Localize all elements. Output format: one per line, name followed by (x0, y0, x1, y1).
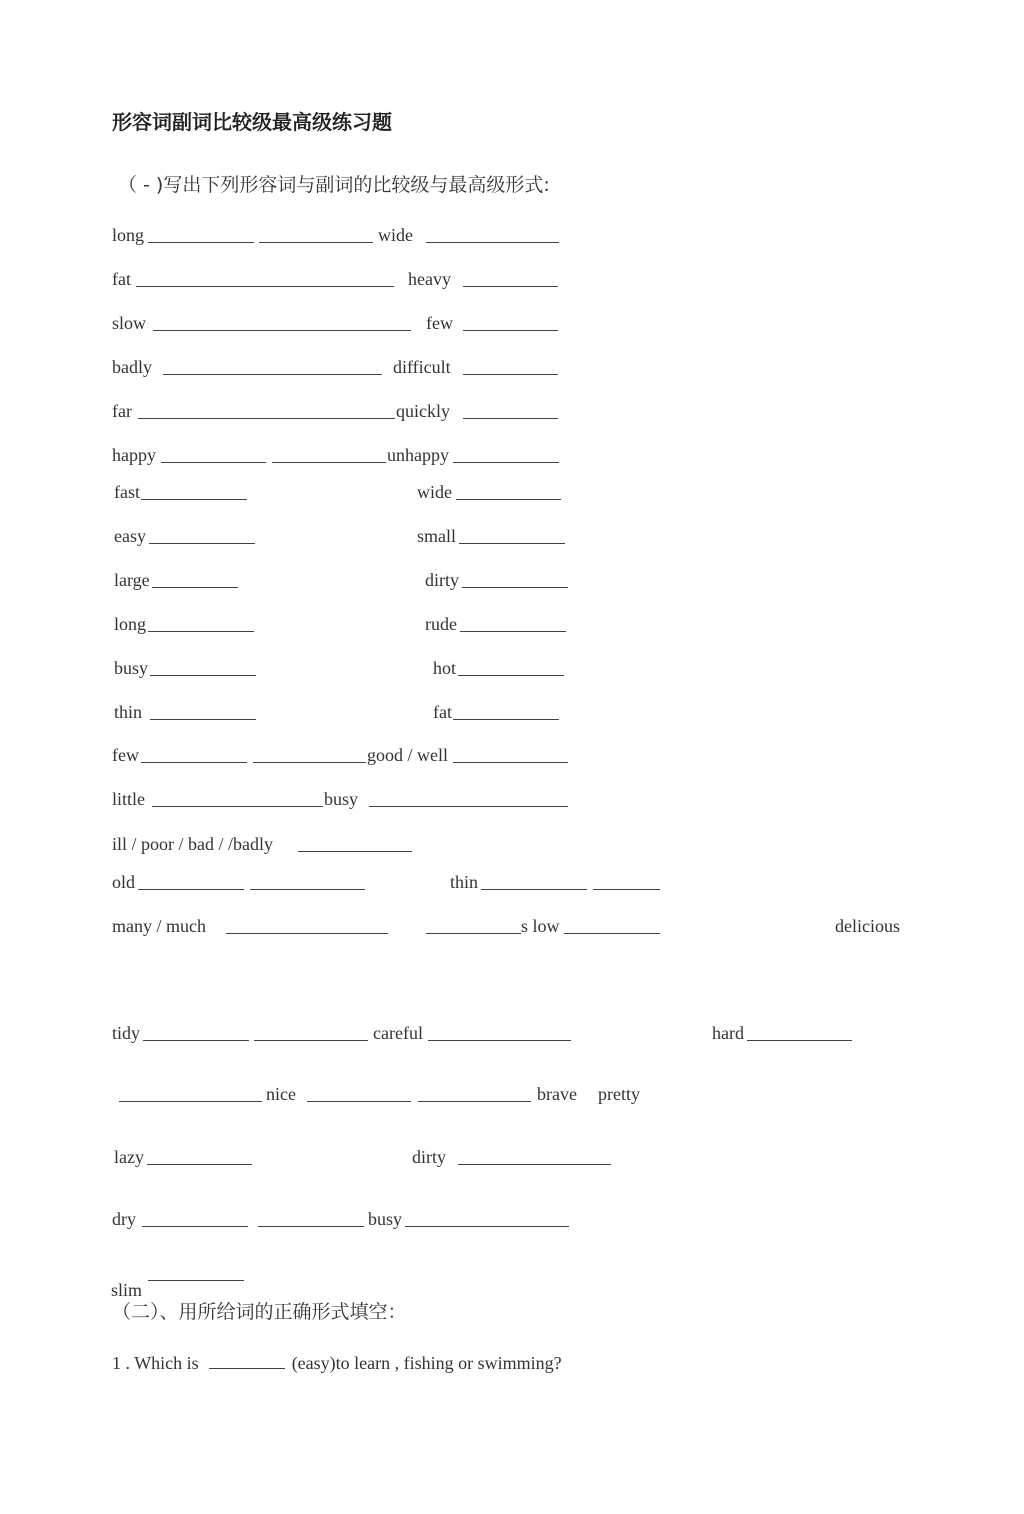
word-label: wide (378, 225, 413, 245)
answer-blank[interactable] (298, 851, 412, 852)
exercise-row (0, 266, 1024, 292)
exercise-row (0, 222, 1024, 248)
answer-blank[interactable] (453, 762, 568, 763)
answer-blank[interactable] (458, 1164, 611, 1165)
answer-blank[interactable] (259, 242, 373, 243)
answer-blank[interactable] (253, 762, 366, 763)
exercise-row (0, 831, 1024, 857)
word-label: badly (112, 357, 152, 377)
section-2-heading: （二）、用所给词的正确形式填空： (112, 1301, 407, 1323)
word-label: busy (368, 1209, 403, 1229)
answer-blank[interactable] (141, 762, 247, 763)
exercise-row (0, 699, 1024, 725)
word-label: tidy (112, 1023, 141, 1043)
answer-blank[interactable] (148, 242, 254, 243)
word-label: fast (114, 482, 140, 502)
word-label: dirty (425, 570, 459, 590)
exercise-row (0, 310, 1024, 336)
answer-blank[interactable] (747, 1040, 852, 1041)
word-label: careful (373, 1023, 423, 1043)
exercise-row (0, 479, 1024, 505)
answer-blank[interactable] (147, 1164, 252, 1165)
exercise-row (0, 1081, 1024, 1107)
answer-blank[interactable] (258, 1226, 364, 1227)
exercise-row (0, 655, 1024, 681)
exercise-row (0, 1206, 1024, 1232)
word-label: long (114, 614, 147, 634)
word-label: unhappy (387, 445, 449, 465)
answer-blank[interactable] (136, 286, 394, 287)
exercise-row (0, 1020, 1024, 1046)
answer-blank[interactable] (307, 1101, 411, 1102)
answer-blank[interactable] (152, 587, 238, 588)
answer-blank[interactable] (453, 719, 559, 720)
exercise-row (0, 742, 1024, 768)
word-label: large (114, 570, 150, 590)
exercise-row (0, 611, 1024, 637)
word-label: good / well (367, 745, 448, 765)
answer-blank[interactable] (149, 543, 255, 544)
answer-blank[interactable] (453, 462, 559, 463)
exercise-row (0, 567, 1024, 593)
answer-blank[interactable] (150, 675, 256, 676)
answer-blank[interactable] (250, 889, 365, 890)
word-label: wide (417, 482, 452, 502)
word-label: long (112, 225, 145, 245)
answer-blank[interactable] (138, 418, 395, 419)
answer-blank[interactable] (460, 631, 566, 632)
word-label: small (417, 526, 456, 546)
exercise-row (0, 354, 1024, 380)
word-label: thin (114, 702, 143, 722)
answer-blank[interactable] (456, 499, 561, 500)
word-label: busy (114, 658, 149, 678)
answer-blank[interactable] (463, 330, 558, 331)
answer-blank[interactable] (119, 1101, 262, 1102)
word-label: slow (112, 313, 147, 333)
answer-blank[interactable] (150, 719, 256, 720)
word-label: lazy (114, 1147, 144, 1167)
word-label: hard (712, 1023, 744, 1043)
word-label: few (112, 745, 139, 765)
word-label: heavy (408, 269, 451, 289)
word-label: nice (266, 1084, 296, 1104)
word-label: delicious (835, 916, 900, 936)
word-label: brave (537, 1084, 577, 1104)
word-label: fat (433, 702, 452, 722)
word-label: many / much (112, 916, 206, 936)
answer-blank[interactable] (226, 933, 388, 934)
word-label: few (426, 313, 453, 333)
word-label: far (112, 401, 132, 421)
word-label: little (112, 789, 145, 809)
answer-blank[interactable] (481, 889, 587, 890)
answer-blank[interactable] (463, 374, 558, 375)
word-label: pretty (598, 1084, 640, 1104)
question-number: 1 . (112, 1353, 130, 1373)
word-label: dry (112, 1209, 136, 1229)
exercise-row (0, 869, 1024, 895)
page-title: 形容词副词比较级最高级练习题 (112, 110, 392, 134)
answer-blank[interactable] (142, 1226, 248, 1227)
answer-blank[interactable] (143, 1040, 249, 1041)
word-label: thin (450, 872, 479, 892)
word-label: fat (112, 269, 131, 289)
answer-blank[interactable] (462, 587, 568, 588)
exercise-row (0, 913, 1024, 939)
answer-blank[interactable] (161, 462, 266, 463)
answer-blank[interactable] (209, 1354, 285, 1369)
word-label: dirty (412, 1147, 446, 1167)
answer-blank[interactable] (138, 889, 244, 890)
word-label: ill / poor / bad / /badly (112, 834, 273, 854)
word-label: happy (112, 445, 156, 465)
answer-blank[interactable] (163, 374, 382, 375)
answer-blank[interactable] (153, 330, 411, 331)
question-1 (112, 1353, 562, 1374)
word-label: easy (114, 526, 146, 546)
exercise-row (0, 1144, 1024, 1170)
answer-blank[interactable] (459, 543, 565, 544)
answer-blank[interactable] (405, 1226, 569, 1227)
word-label: rude (425, 614, 457, 634)
exercise-row (0, 523, 1024, 549)
question-text-before: Which is (134, 1353, 199, 1373)
answer-blank[interactable] (463, 418, 558, 419)
answer-blank[interactable] (141, 499, 247, 500)
answer-blank[interactable] (272, 462, 386, 463)
word-label: slim (111, 1280, 143, 1300)
answer-blank[interactable] (254, 1040, 368, 1041)
word-label: busy (324, 789, 359, 809)
answer-blank[interactable] (564, 933, 660, 934)
answer-blank[interactable] (428, 1040, 571, 1041)
question-text-after: (easy)to learn , fishing or swimming? (291, 1353, 562, 1373)
word-label: hot (433, 658, 457, 678)
exercise-row (0, 786, 1024, 812)
answer-blank[interactable] (418, 1101, 531, 1102)
answer-blank[interactable] (593, 889, 660, 890)
word-label: s low (521, 916, 560, 936)
exercise-row (0, 442, 1024, 468)
word-label: quickly (396, 401, 450, 421)
answer-blank[interactable] (458, 675, 564, 676)
answer-blank[interactable] (463, 286, 558, 287)
word-label: old (112, 872, 136, 892)
answer-blank[interactable] (148, 631, 254, 632)
exercise-row (0, 398, 1024, 424)
answer-blank[interactable] (148, 1280, 244, 1281)
answer-blank[interactable] (426, 933, 521, 934)
word-label: difficult (393, 357, 451, 377)
section-1-heading: （ - )写出下列形容词与副词的比较级与最高级形式: (118, 174, 550, 196)
answer-blank[interactable] (426, 242, 559, 243)
answer-blank[interactable] (369, 806, 568, 807)
answer-blank[interactable] (152, 806, 323, 807)
